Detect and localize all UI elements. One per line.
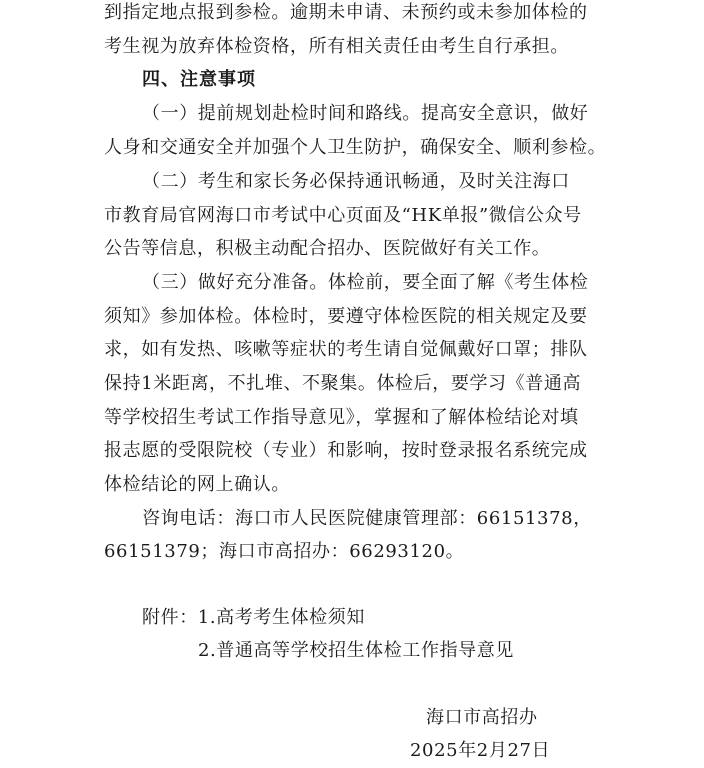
- attachment-item: 2.普通高等学校招生体检工作指导意见: [198, 640, 514, 661]
- body-line: 考生视为放弃体检资格，所有相关责任由考生自行承担。: [104, 36, 569, 57]
- contact-line: 咨询电话：海口市人民医院健康管理部：66151378，: [142, 508, 592, 529]
- paragraph-line: 人身和交通安全并加强个人卫生防护，确保安全、顺利参检。: [104, 137, 607, 158]
- section-heading: 四、注意事项: [142, 69, 256, 90]
- contact-line: 66151379；海口市高招办：66293120。: [104, 541, 465, 562]
- paragraph-line: 市教育局官网海口市考试中心页面及“HK单报”微信公众号: [104, 205, 582, 226]
- paragraph-line: 求，如有发热、咳嗽等症状的考生请自觉佩戴好口罩；排队: [104, 339, 588, 360]
- paragraph-line: （一）提前规划赴检时间和路线。提高安全意识，做好: [142, 103, 589, 124]
- paragraph-line: 等学校招生考试工作指导意见》，掌握和了解体检结论对填: [104, 407, 579, 428]
- paragraph-line: 公告等信息，积极主动配合招办、医院做好有关工作。: [104, 238, 551, 259]
- paragraph-line: （三）做好充分准备。体检前，要全面了解《考生体检: [142, 272, 589, 293]
- paragraph-line: 保持1米距离，不扎堆、不聚集。体检后，要学习《普通高: [104, 373, 582, 394]
- signature-date: 2025年2月27日: [410, 740, 551, 761]
- signature-org: 海口市高招办: [426, 707, 538, 728]
- paragraph-line: 体检结论的网上确认。: [104, 474, 290, 495]
- paragraph-line: 须知》参加体检。体检时，要遵守体检医院的相关规定及要: [104, 306, 588, 327]
- paragraph-line: 报志愿的受限院校（专业）和影响，按时登录报名系统完成: [104, 440, 588, 461]
- body-line: 到指定地点报到参检。逾期未申请、未预约或未参加体检的: [104, 2, 588, 23]
- paragraph-line: （二）考生和家长务必保持通讯畅通，及时关注海口: [142, 171, 570, 192]
- attachment-item: 附件：1.高考考生体检须知: [142, 607, 365, 628]
